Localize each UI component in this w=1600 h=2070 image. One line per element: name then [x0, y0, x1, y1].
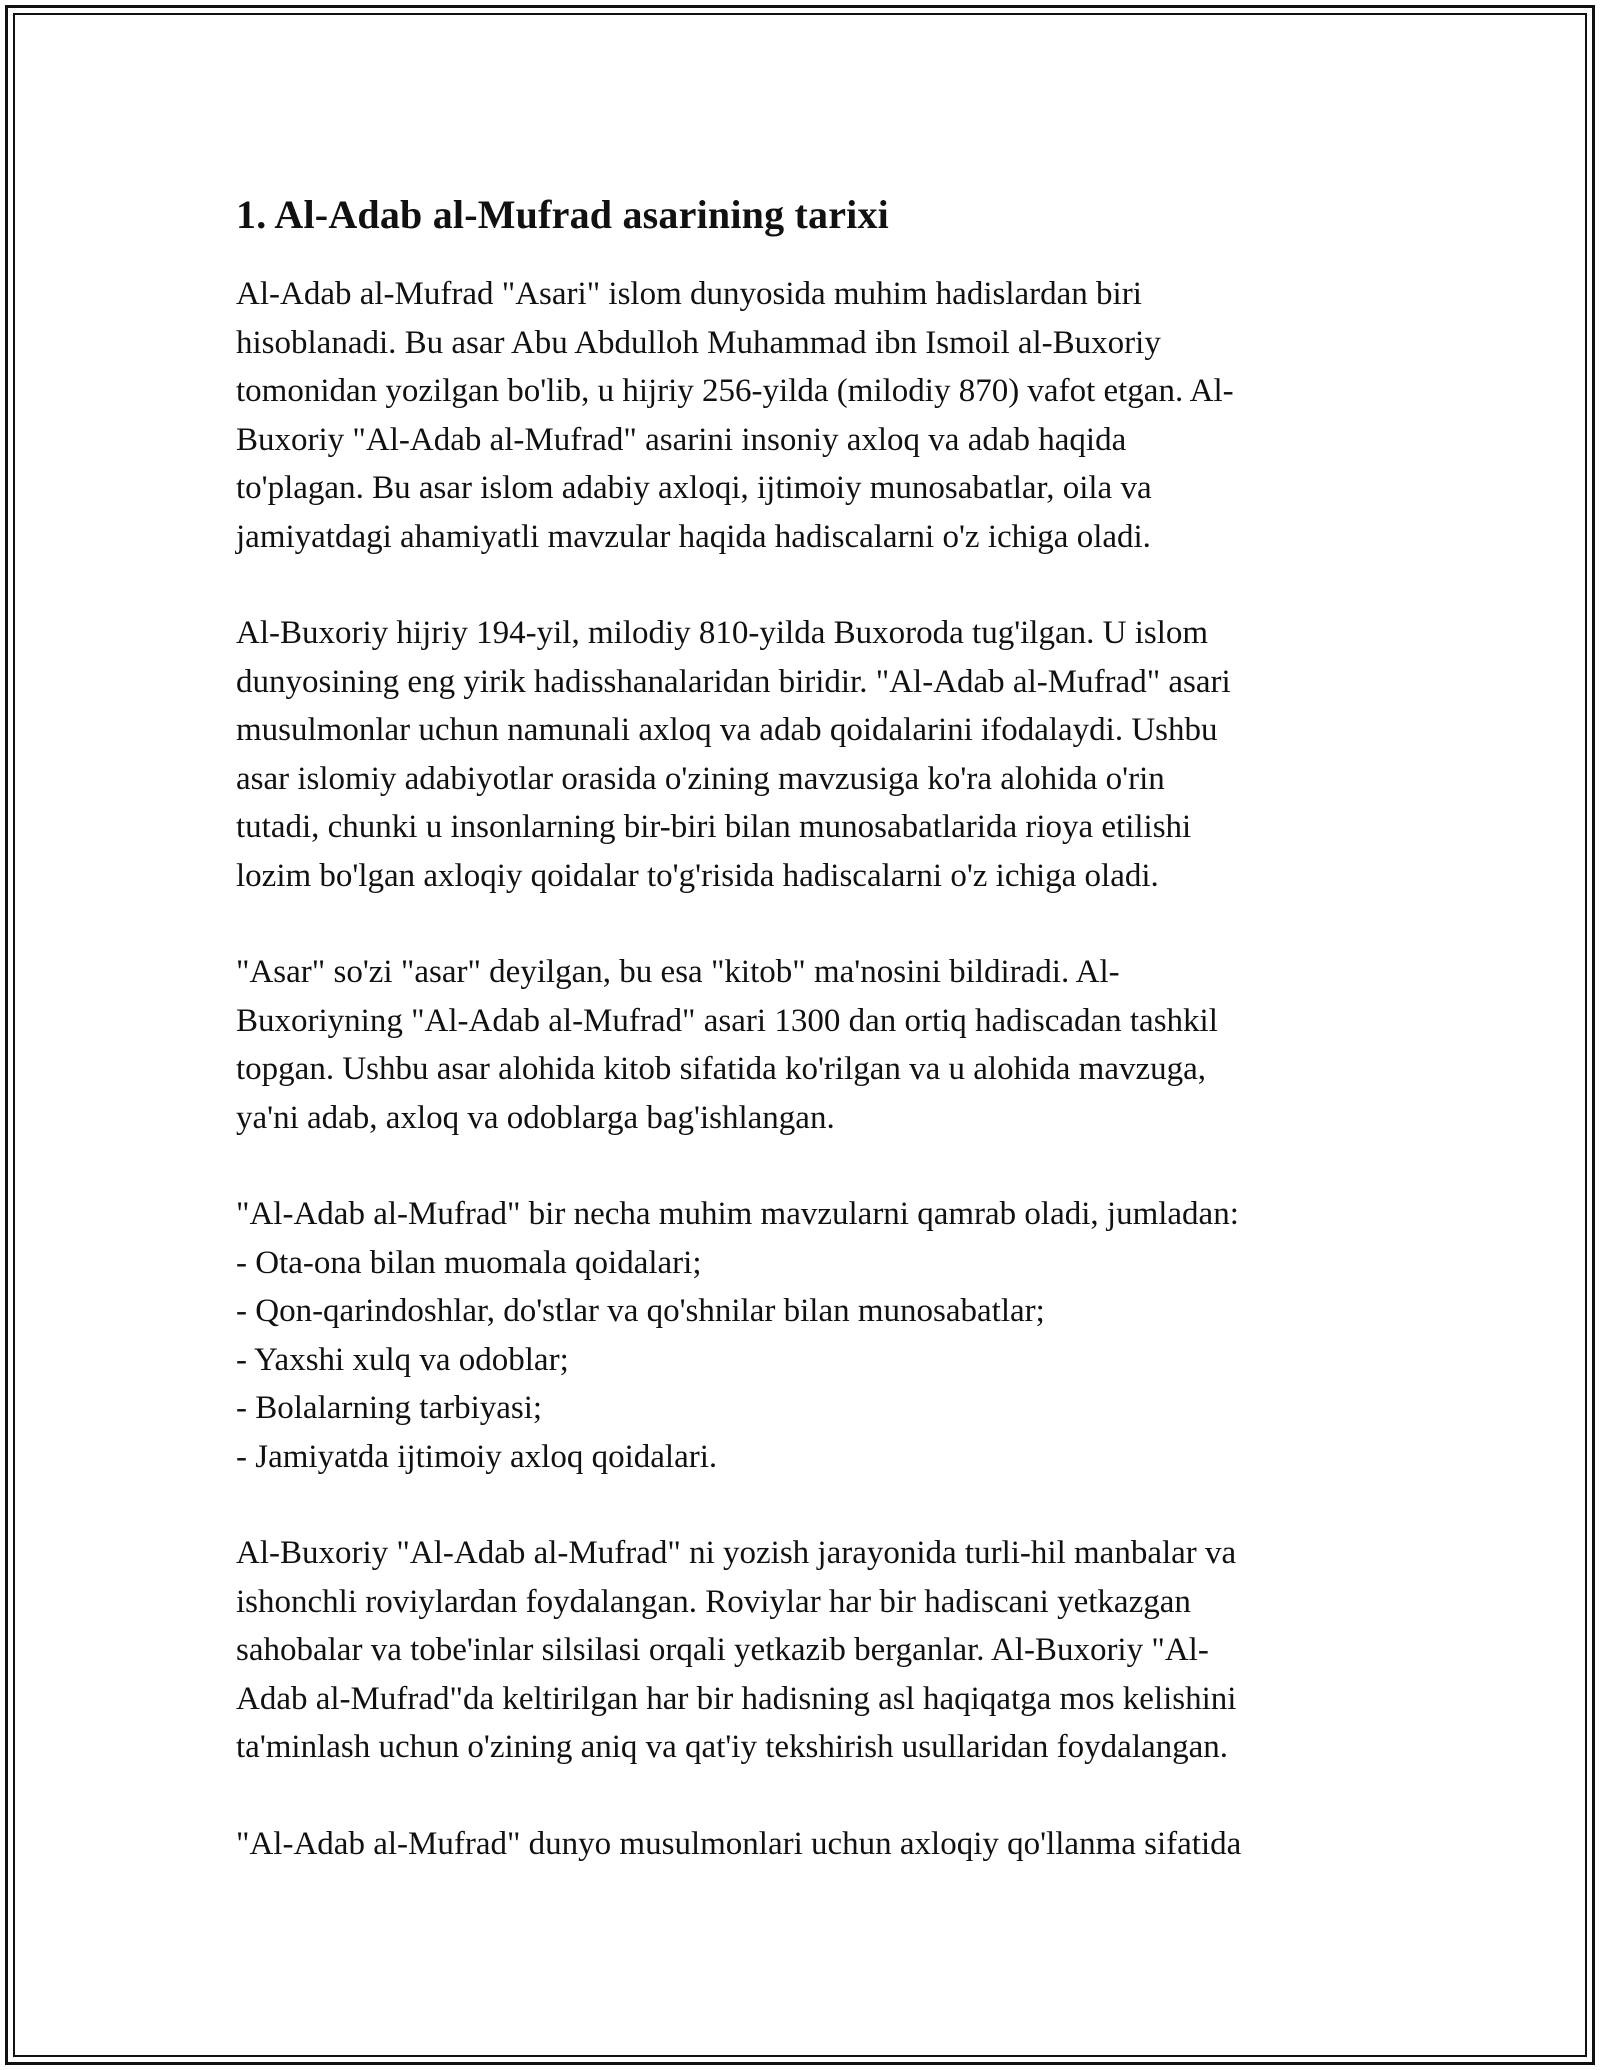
section-heading: 1. Al-Adab al-Mufrad asarining tarixi — [236, 192, 889, 237]
text-line: - Qon-qarindoshlar, do'stlar va qo'shnilar bilan munosabatlar; — [236, 1293, 1045, 1329]
text-line: Buxoriy "Al-Adab al-Mufrad" asarini insoniy axloq va adab haqida — [236, 421, 1127, 458]
text-line: "Al-Adab al-Mufrad" bir necha muhim mavzularni qamrab oladi, jumladan: — [236, 1196, 1239, 1232]
text-line: Buxoriyning "Al-Adab al-Mufrad" asari 1300 dan ortiq hadiscadan tashkil — [236, 1002, 1218, 1039]
paragraph-5 — [236, 1529, 1376, 1772]
text-line: "Asar" so'zi "asar" deyilgan, bu esa "kitob" ma'nosini bildiradi. Al- — [236, 954, 1120, 990]
text-line: hisoblanadi. Bu asar Abu Abdulloh Muhammad ibn Ismoil al-Buxoriy — [236, 324, 1161, 361]
text-line: Al-Buxoriy "Al-Adab al-Mufrad" ni yozish jarayonida turli-hil manbalar va — [236, 1535, 1237, 1571]
text-line: to'plagan. Bu asar islom adabiy axloqi, ijtimoiy munosabatlar, oila va — [236, 470, 1152, 506]
paragraph-4 — [236, 1190, 1376, 1481]
text-line: topgan. Ushbu asar alohida kitob sifatida ko'rilgan va u alohida mavzuga, — [236, 1051, 1207, 1087]
text-line: dunyosining eng yirik hadisshanalaridan biridir. "Al-Adab al-Mufrad" asari — [236, 663, 1231, 700]
text-line: ta'minlash uchun o'zining aniq va qat'iy tekshirish usullaridan foydalangan. — [236, 1729, 1229, 1765]
text-line: Al-Buxoriy hijriy 194-yil, milodiy 810-yilda Buxoroda tug'ilgan. U islom — [236, 615, 1209, 651]
text-line: Al-Adab al-Mufrad "Asari" islom dunyosida muhim hadislardan biri — [236, 276, 1142, 312]
paragraph-2 — [236, 609, 1376, 900]
text-line: musulmonlar uchun namunali axloq va adab qoidalarini ifodalaydi. Ushbu — [236, 712, 1218, 748]
text-line: asar islomiy adabiyotlar orasida o'zining mavzusiga ko'ra alohida o'rin — [236, 760, 1165, 797]
document-content — [236, 186, 1376, 1868]
text-line: ishonchli roviylardan foydalangan. Roviylar har bir hadiscani yetkazgan — [236, 1583, 1191, 1620]
text-line: tutadi, chunki u insonlarning bir-biri bilan munosabatlarida rioya etilishi — [236, 809, 1192, 845]
text-line: - Jamiyatda ijtimoiy axloq qoidalari. — [236, 1438, 718, 1475]
text-line: Adab al-Mufrad"da keltirilgan har bir hadisning asl haqiqatga mos kelishini — [236, 1680, 1237, 1717]
text-line: jamiyatdagi ahamiyatli mavzular haqida hadiscalarni o'z ichiga oladi. — [236, 518, 1151, 555]
paragraph-6 — [236, 1820, 1376, 1869]
text-line: ya'ni adab, axloq va odoblarga bag'ishlangan. — [236, 1099, 835, 1136]
text-line: - Bolalarning tarbiyasi; — [236, 1390, 543, 1426]
paragraph-3 — [236, 948, 1376, 1142]
text-line: - Ota-ona bilan muomala qoidalari; — [236, 1244, 702, 1281]
text-line: tomonidan yozilgan bo'lib, u hijriy 256-yilda (milodiy 870) vafot etgan. Al- — [236, 373, 1234, 409]
text-line: lozim bo'lgan axloqiy qoidalar to'g'risida hadiscalarni o'z ichiga oladi. — [236, 857, 1159, 894]
document-body — [236, 270, 1376, 1868]
text-line: sahobalar va tobe'inlar silsilasi orqali yetkazib berganlar. Al-Buxoriy "Al- — [236, 1632, 1209, 1668]
text-line: "Al-Adab al-Mufrad" dunyo musulmonlari uchun axloqiy qo'llanma sifatida — [236, 1825, 1242, 1862]
paragraph-1 — [236, 270, 1376, 561]
text-line: - Yaxshi xulq va odoblar; — [236, 1341, 569, 1378]
